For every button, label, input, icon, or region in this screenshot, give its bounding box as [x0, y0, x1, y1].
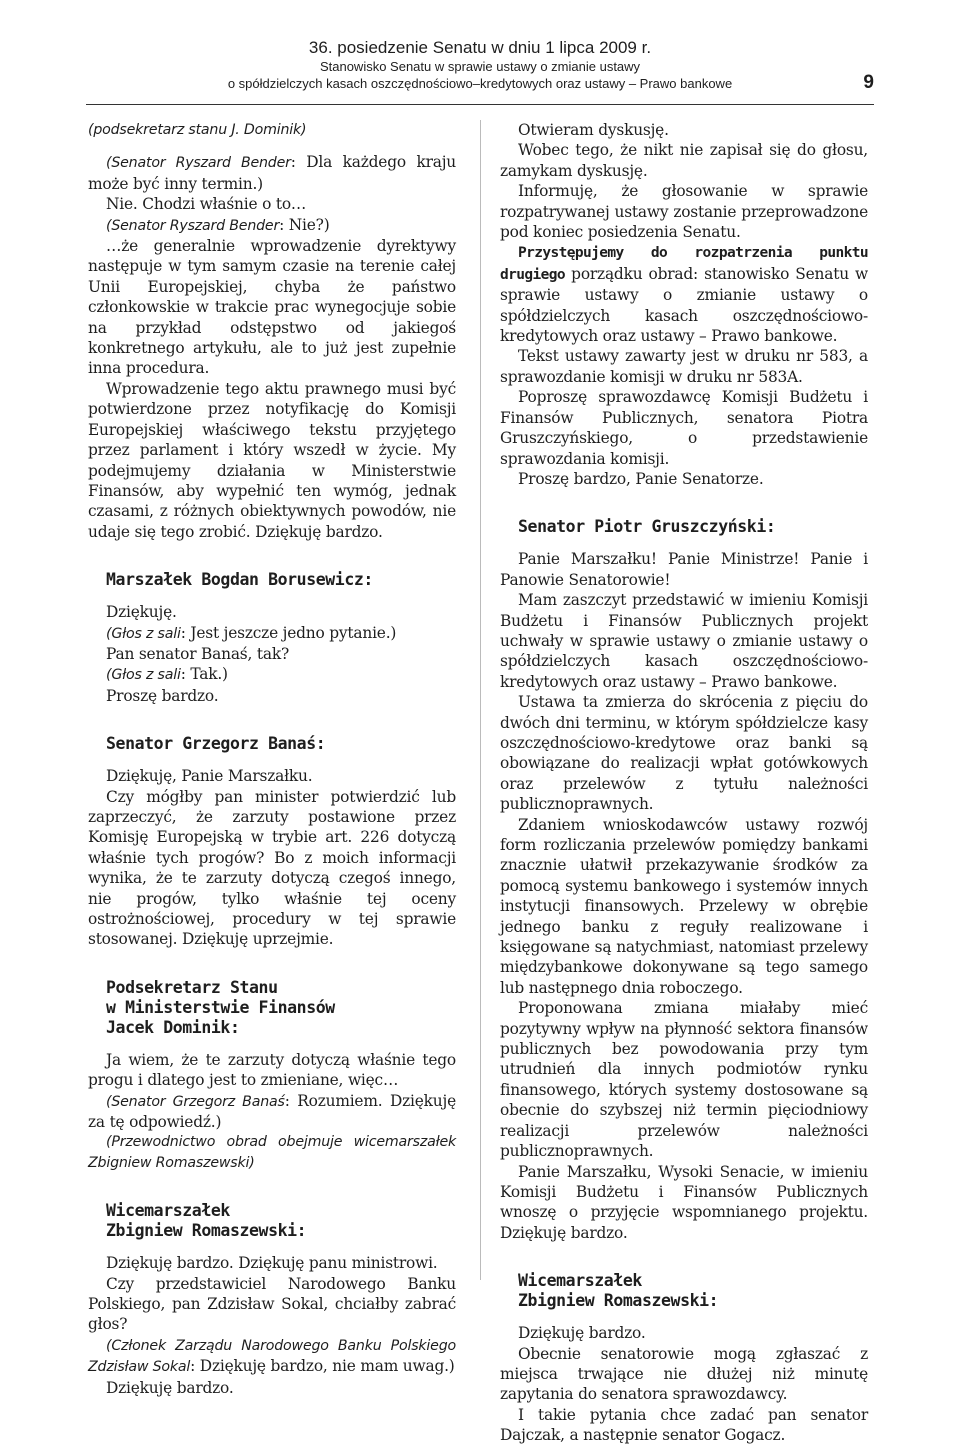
- paragraph: Dziękuję bardzo.: [518, 1324, 646, 1343]
- paragraph: Panie Marszałku! Panie Ministrze! Panie i Panowie Senatorowie!: [500, 550, 868, 589]
- interjection: (Członek Zarządu Narodowego Banku Polskiego Zdzisław Sokal: Dziękuję bardzo, nie mam uwag.): [88, 1337, 456, 1376]
- speaker-heading: Senator Piotr Gruszczyński:: [518, 517, 776, 537]
- interjection: (Głos z sali: Jest jeszcze jedno pytanie.): [106, 623, 397, 642]
- header-rule: [86, 104, 874, 105]
- paragraph: I takie pytania chce zadać pan senator Dajczak, a następnie senator Gogacz.: [500, 1405, 868, 1445]
- interjection: (Głos z sali: Tak.): [106, 665, 228, 684]
- page-number: 9: [863, 72, 874, 93]
- section-subtitle: o spółdzielczych kasach oszczędnościowo–kredytowych oraz ustawy – Prawo bankowe: [227, 76, 733, 91]
- paragraph: Zdaniem wnioskodawców ustawy rozwój form rozliczania przelewów pomiędzy bankami znacznie ułatwił przekazywanie środków za pomocą systemu bankowego i systemów innych instytucji finansowych. Przelewy w obrębie jednego banku z reguły realizowane i księgowane są natychmiast, natomiast przelewy międzybankowe dokonywane są tego samego lub następnego dnia roboczego.: [500, 815, 868, 997]
- speaker-heading-line: w Ministerstwie Finansów: [106, 997, 335, 1017]
- agenda-paragraph: Przystępujemy do rozpatrzenia punktu drugiego porządku obrad: stanowisko Senatu w sprawie ustawy o zmianie ustawy o spółdzielczych kasach oszczędnościowo-kredytowych oraz ustawy – Prawo bankowe.: [500, 245, 868, 346]
- speaker-heading-line: Wicemarszałek: [106, 1201, 230, 1221]
- speaker-heading-line: Zbigniew Romaszewski:: [518, 1291, 719, 1311]
- left-column: [88, 120, 456, 1398]
- paragraph: Otwieram dyskusję.: [518, 121, 669, 139]
- session-title: 36. posiedzenie Senatu w dniu 1 lipca 2009 r.: [308, 38, 652, 57]
- paragraph: Tekst ustawy zawarty jest w druku nr 583, a sprawozdanie komisji w druku nr 583A.: [500, 347, 868, 386]
- paragraph: Poproszę sprawozdawcę Komisji Budżetu i Finansów Publicznych, senatora Piotra Gruszczyńskiego, o przedstawienie sprawozdania komisji.: [500, 388, 868, 468]
- speaker-heading: Senator Grzegorz Banaś:: [106, 734, 326, 754]
- speaker-heading-line: Wicemarszałek: [518, 1271, 642, 1291]
- paragraph: Dziękuję, Panie Marszałku.: [106, 767, 313, 786]
- column-divider: [480, 120, 481, 1280]
- paragraph: Proponowana zmiana miałaby mieć pozytywny wpływ na płynność sektora finansów publicznych bez powodowania przy tym utrudnień dla innych podmiotów rynku finansowego, których systemy dostosowane są obecnie do szybszej niż termin pięciodniowy realizacji przelewów należności publicznoprawnych.: [500, 999, 868, 1161]
- interjection: (Senator Grzegorz Banaś: Rozumiem. Dziękuję za tę odpowiedź.): [88, 1091, 456, 1132]
- paragraph: Czy mógłby pan minister potwierdzić lub zaprzeczyć, że zarzuty postawione przez Komisję Europejską w trybie art. 226 dotyczą właśnie tych progów? Bo z moich informacji wynika, że te zarzuty dotyczą czegoś innego, nie progów, tylko właśnie tej oceny ostrożnościowej, procedury w tej sprawie stosowanej. Dziękuję uprzejmie.: [88, 787, 456, 949]
- speaker-heading: Marszałek Bogdan Borusewicz:: [106, 570, 373, 590]
- paragraph: Ja wiem, że te zarzuty dotyczą właśnie tego progu i dlatego jest to zmieniane, więc…: [88, 1050, 456, 1090]
- paragraph: Dziękuję bardzo.: [106, 1378, 234, 1397]
- paragraph: Czy przedstawiciel Narodowego Banku Polskiego, pan Zdzisław Sokal, chciałby zabrać głos?: [88, 1274, 456, 1334]
- paragraph: Informuję, że głosowanie w sprawie rozpatrywanej ustawy zostanie przeprowadzone pod koniec posiedzenia Senatu.: [500, 182, 868, 242]
- paragraph: Panie Marszałku, Wysoki Senacie, w imieniu Komisji Budżetu i Finansów Publicznych wnoszę o przyjęcie wspomnianego projektu. Dziękuję bardzo.: [500, 1162, 868, 1242]
- paragraph: Dziękuję.: [106, 603, 177, 622]
- interjection: (Senator Ryszard Bender: Nie?): [106, 215, 330, 234]
- speaker-note: (podsekretarz stanu J. Dominik): [88, 122, 307, 138]
- paragraph: Proszę bardzo, Panie Senatorze.: [518, 469, 764, 488]
- paragraph: Nie. Chodzi właśnie o to…: [106, 195, 307, 214]
- page-header: [0, 38, 960, 98]
- paragraph: …że generalnie wprowadzenie dyrektywy następuje w tym samym czasie na terenie całej Unii Europejskiej, chyba że państwo członkowskie w trakcie prac wynegocjuje sobie na przykład odstępstwo od jakiegoś konkretnego artykułu, ale to już jest zupełnie inna procedura.: [88, 237, 456, 378]
- speaker-heading-line: Zbigniew Romaszewski:: [106, 1221, 307, 1241]
- chair-change-note: (Przewodnictwo obrad obejmuje wicemarszałek Zbigniew Romaszewski): [88, 1134, 456, 1171]
- paragraph: Obecnie senatorowie mogą zgłaszać z miejsca trwające nie dłużej niż minutę zapytania do senatora sprawozdawcy.: [500, 1344, 868, 1404]
- interjection: (Senator Ryszard Bender: Dla każdego kraju może być inny termin.): [88, 153, 456, 193]
- paragraph: Wprowadzenie tego aktu prawnego musi być potwierdzone przez notyfikację do Komisji Europejskiej właściwego tekstu przyjętego przez parlament i który wszedł w życie. My podejmujemy działania w Ministerstwie Finansów, aby wypełnić ten wymóg, jednak czasami, z różnych obiektywnych powodów, nie udaje się tego zrobić. Dziękuję bardzo.: [88, 379, 456, 541]
- speaker-heading-line: Jacek Dominik:: [106, 1017, 240, 1037]
- paragraph: Ustawa ta zmierza do skrócenia z pięciu do dwóch dni terminu, w którym spółdzielcze kasy oszczędnościowo-kredytowe oraz banki są obowiązane do realizacji wpłat gotówkowych oraz przelewów z tytułu należności publicznoprawnych.: [500, 693, 868, 814]
- speaker-heading-line: Podsekretarz Stanu: [106, 977, 278, 997]
- paragraph: Dziękuję bardzo. Dziękuję panu ministrowi.: [106, 1254, 438, 1273]
- paragraph: Wobec tego, że nikt nie zapisał się do głosu, zamykam dyskusję.: [500, 141, 868, 180]
- paragraph: Pan senator Banaś, tak?: [106, 644, 290, 663]
- paragraph: Mam zaszczyt przedstawić w imieniu Komisji Budżetu i Finansów Publicznych projekt uchwały w sprawie ustawy o zmianie ustawy o spółdzielczych kasach oszczędnościowo-kredytowych oraz ustawy – Prawo bankowe.: [500, 591, 868, 691]
- right-column: [500, 120, 868, 1446]
- section-title: Stanowisko Senatu w sprawie ustawy o zmianie ustawy: [319, 59, 641, 74]
- paragraph: Proszę bardzo.: [106, 686, 219, 705]
